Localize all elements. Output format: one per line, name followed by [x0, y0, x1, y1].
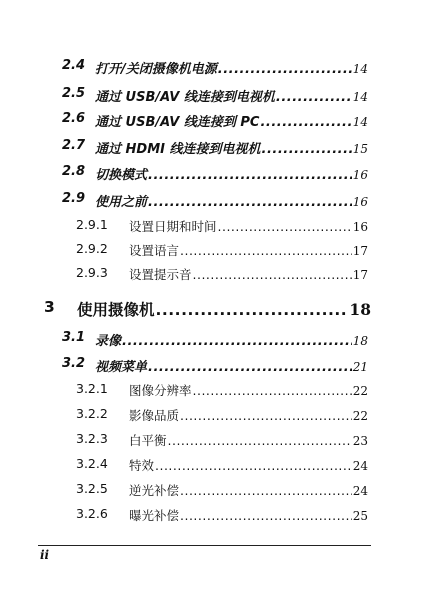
section-number: 2.4	[62, 58, 86, 73]
section-title: 曝光补偿	[129, 508, 180, 523]
footer-page-number: ii	[40, 548, 50, 562]
section-title: 特效	[129, 458, 155, 473]
toc-entry[interactable]	[76, 481, 368, 501]
section-title: 逆光补偿	[129, 483, 180, 498]
section-title: 图像分辨率	[129, 383, 192, 398]
section-title: 视频菜单	[95, 360, 148, 375]
toc-entry[interactable]	[62, 58, 368, 78]
toc-entry[interactable]	[76, 217, 368, 237]
section-number: 2.9.1	[76, 217, 108, 232]
page-number: 17	[352, 268, 368, 282]
section-number: 2.6	[62, 111, 86, 126]
page-number: 16	[352, 220, 368, 234]
section-number: 2.9.3	[76, 265, 108, 280]
section-number: 2.5	[62, 86, 86, 101]
dot-leader	[148, 168, 352, 183]
toc-entry[interactable]	[76, 456, 368, 476]
section-title: 白平衡	[129, 433, 167, 448]
dot-leader	[168, 433, 352, 448]
dot-leader	[156, 301, 349, 319]
page-number: 14	[352, 115, 368, 129]
section-title: 影像品质	[129, 408, 180, 423]
page-number: 23	[352, 434, 368, 448]
toc-entry[interactable]	[76, 241, 368, 261]
section-title: 通过 HDMI 线连接到电视机	[95, 142, 261, 157]
section-title: 设置语言	[129, 243, 180, 258]
toc-entry[interactable]	[76, 431, 368, 451]
dot-leader	[180, 408, 352, 423]
page-number: 16	[352, 195, 368, 209]
dot-leader	[148, 360, 352, 375]
section-title: 使用之前	[95, 195, 148, 210]
toc-entry[interactable]	[76, 381, 368, 401]
section-number: 3.2.1	[76, 381, 108, 396]
chapter-title: 使用摄像机	[77, 301, 155, 319]
page-number: 24	[352, 484, 368, 498]
section-title: 设置提示音	[129, 267, 192, 282]
page-number: 17	[352, 244, 368, 258]
section-title: 录像	[95, 334, 122, 349]
section-title: 切换模式	[95, 168, 148, 183]
dot-leader	[218, 219, 352, 234]
page-number: 21	[352, 360, 368, 374]
section-title: 设置日期和时间	[129, 219, 217, 234]
page-number: 22	[352, 384, 368, 398]
dot-leader	[148, 195, 352, 210]
section-title: 通过 USB/AV 线连接到电视机	[95, 90, 275, 105]
page-number: 25	[352, 509, 368, 523]
toc-entry[interactable]	[76, 265, 368, 285]
toc-entry[interactable]	[62, 164, 368, 184]
section-title: 通过 USB/AV 线连接到 PC	[95, 115, 260, 130]
page-number: 24	[352, 459, 368, 473]
toc-entry[interactable]	[76, 506, 368, 526]
dot-leader	[193, 383, 352, 398]
toc-entry[interactable]	[62, 356, 368, 376]
page-number: 15	[352, 142, 368, 156]
section-number: 2.9	[62, 191, 86, 206]
toc-entry[interactable]	[62, 111, 368, 131]
toc-entry[interactable]	[62, 138, 368, 158]
page-number: 18	[349, 300, 371, 319]
chapter-number: 3	[44, 298, 55, 316]
section-number: 2.7	[62, 138, 86, 153]
section-number: 3.2.5	[76, 481, 108, 496]
dot-leader	[180, 243, 352, 258]
toc-entry[interactable]	[76, 406, 368, 426]
dot-leader	[260, 115, 351, 130]
dot-leader	[180, 508, 352, 523]
section-number: 3.2.6	[76, 506, 108, 521]
page-number: 22	[352, 409, 368, 423]
dot-leader	[193, 267, 352, 282]
dot-leader	[218, 62, 352, 77]
section-number: 3.2	[62, 356, 86, 371]
page-number: 16	[352, 168, 368, 182]
toc-entry[interactable]	[62, 86, 368, 106]
section-number: 3.2.2	[76, 406, 108, 421]
section-number: 3.1	[62, 330, 86, 345]
section-number: 2.9.2	[76, 241, 108, 256]
dot-leader	[122, 334, 352, 349]
page-number: 14	[352, 90, 368, 104]
toc-entry[interactable]	[62, 330, 368, 350]
section-title: 打开/关闭摄像机电源	[95, 62, 217, 77]
dot-leader	[276, 90, 352, 105]
section-number: 3.2.4	[76, 456, 108, 471]
page-number: 18	[352, 334, 368, 348]
page-number: 14	[352, 62, 368, 76]
footer-divider	[38, 545, 371, 546]
dot-leader	[180, 483, 352, 498]
section-number: 3.2.3	[76, 431, 108, 446]
section-number: 2.8	[62, 164, 86, 179]
dot-leader	[155, 458, 352, 473]
toc-entry[interactable]	[62, 191, 368, 211]
toc-chapter-entry[interactable]	[44, 298, 371, 322]
dot-leader	[262, 142, 352, 157]
